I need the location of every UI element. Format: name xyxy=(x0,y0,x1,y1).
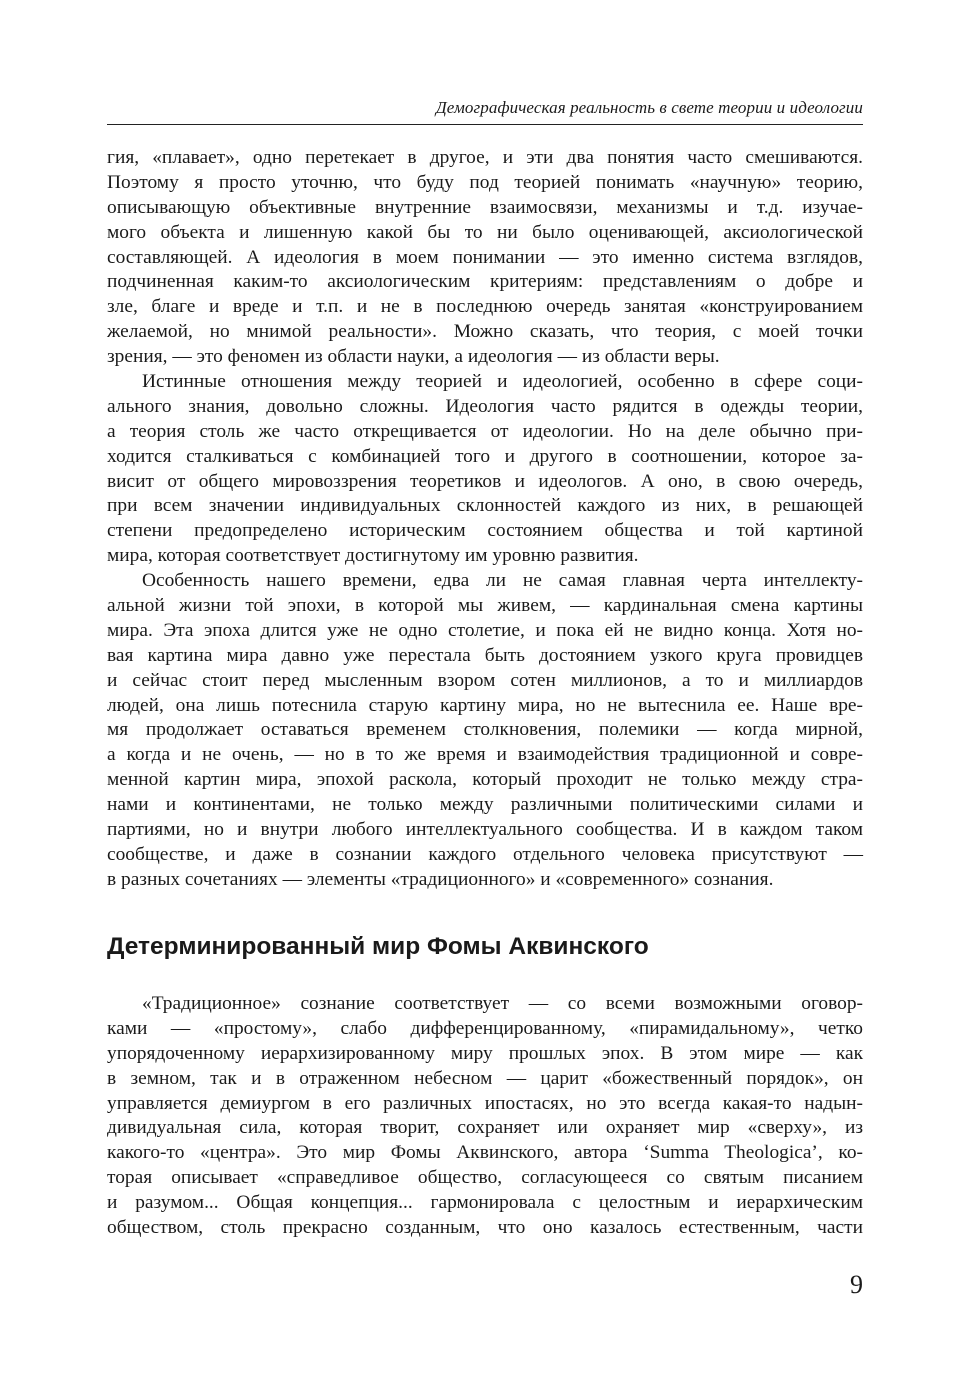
paragraph xyxy=(107,992,863,1241)
text-line: обществом, столь прекрасно созданным, что оно казалось естественным, части xyxy=(107,1217,863,1239)
text-line: степени предопределено историческим состоянием общества и той картиной xyxy=(107,520,863,542)
text-line: вая картина мира давно уже перестала быть достоянием узкого круга провидцев xyxy=(107,644,863,666)
text-line: зле, благе и вреде и т.п. и не в последнюю очередь занятая «конструированием xyxy=(107,296,863,318)
text-line: Особенность нашего времени, едва ли не самая главная черта интеллекту- xyxy=(142,570,863,592)
text-line: зрения, — это феномен из области науки, а идеология — из области веры. xyxy=(107,346,720,368)
paragraph xyxy=(107,146,863,370)
text-line: мира. Эта эпоха длится уже не одно столетие, и пока ей не видно конца. Хотя но- xyxy=(107,619,863,641)
paragraph xyxy=(107,569,863,893)
page-number: 9 xyxy=(850,1270,863,1299)
text-line: описывающую объективные внутренние взаимосвязи, механизмы и т.д. изучае- xyxy=(107,196,863,218)
text-line: мя продолжает оставаться временем столкновения, полемики — когда мирной, xyxy=(107,719,863,741)
text-line: подчиненная каким-то аксиологическим критериям: представлениям о добре и xyxy=(107,271,863,293)
text-line: желаемой, но мнимой реальности». Можно сказать, что теория, с моей точки xyxy=(107,321,863,343)
text-line: какого-то «центра». Это мир Фомы Аквинского, автора ‘Summa Theologica’, ко- xyxy=(107,1142,863,1164)
text-line: при всем значении индивидуальных склонностей каждого из них, в решающей xyxy=(107,495,863,517)
text-line: висит от общего мировоззрения теоретиков и идеологов. А оно, в свою очередь, xyxy=(107,470,863,492)
text-line: нами и континентами, не только между различными политическими силами и xyxy=(107,794,863,816)
text-line: управляется демиургом в его различных ипостасях, но это всегда какая-то надын- xyxy=(107,1092,863,1114)
text-line: Поэтому я просто уточню, что буду под теорией понимать «научную» теорию, xyxy=(107,171,863,193)
text-line: Истинные отношения между теорией и идеологией, особенно в сфере соци- xyxy=(142,371,863,393)
text-line: а теория столь же часто открещивается от идеологии. Но на деле обычно при- xyxy=(107,420,863,442)
text-line: менной картин мира, эпохой раскола, который проходит не только между стра- xyxy=(107,769,863,791)
running-header: Демографическая реальность в свете теории и идеологии xyxy=(435,98,863,117)
section-heading: Детерминированный мир Фомы Аквинского xyxy=(107,933,649,960)
text-line: гия, «плавает», одно перетекает в другое, и эти два понятия часто смешиваются. xyxy=(107,147,863,168)
paragraph xyxy=(107,370,863,569)
text-line: альной жизни той эпохи, в которой мы живем, — кардинальная смена картины xyxy=(107,595,863,617)
text-line: и разумом... Общая концепция... гармонировала с целостным и иерархическим xyxy=(107,1192,863,1214)
text-line: и сейчас стоит перед мысленным взором сотен миллионов, а то и миллиардов xyxy=(107,669,863,691)
text-line: мира, которая соответствует достигнутому им уровню развития. xyxy=(107,545,639,567)
body-text xyxy=(107,146,863,893)
text-line: сообществе, и даже в сознании каждого отдельного человека присутствуют — xyxy=(107,843,863,865)
text-line: мого объекта и лишенную какой бы то ни было оценивающей, аксиологической xyxy=(107,221,863,243)
text-line: дивидуальная сила, которая творит, сохраняет или охраняет мир «сверху», из xyxy=(107,1117,863,1139)
text-line: «Традиционное» сознание соответствует — со всеми возможными оговор- xyxy=(142,993,863,1014)
text-line: ками — «простому», слабо дифференцированному, «пирамидальному», четко xyxy=(107,1017,863,1039)
text-line: торая описывает «справедливое общество, согласующееся со святым писанием xyxy=(107,1167,863,1189)
section-text xyxy=(107,992,863,1241)
text-line: людей, она лишь потеснила старую картину мира, но не вытеснила ее. Наше вре- xyxy=(107,694,863,716)
header-rule xyxy=(107,124,863,125)
text-line: составляющей. А идеология в моем понимании — это именно система взглядов, xyxy=(107,246,863,268)
text-line: упорядоченному иерархизированному миру прошлых эпох. В этом мире — как xyxy=(107,1042,863,1064)
text-line: а когда и не очень, — но в то же время и взаимодействия традиционной и совре- xyxy=(107,744,863,766)
text-line: партиями, но и внутри любого интеллектуального сообщества. И в каждом таком xyxy=(107,819,863,841)
text-line: в разных сочетаниях — элементы «традиционного» и «современного» сознания. xyxy=(107,868,774,890)
text-line: ального знания, довольно сложны. Идеология часто рядится в одежды теории, xyxy=(107,395,863,417)
text-line: ходится сталкиваться с комбинацией того и другого в соотношении, которое за- xyxy=(107,445,863,467)
text-line: в земном, так и в отраженном небесном — царит «божественный порядок», он xyxy=(107,1067,863,1089)
